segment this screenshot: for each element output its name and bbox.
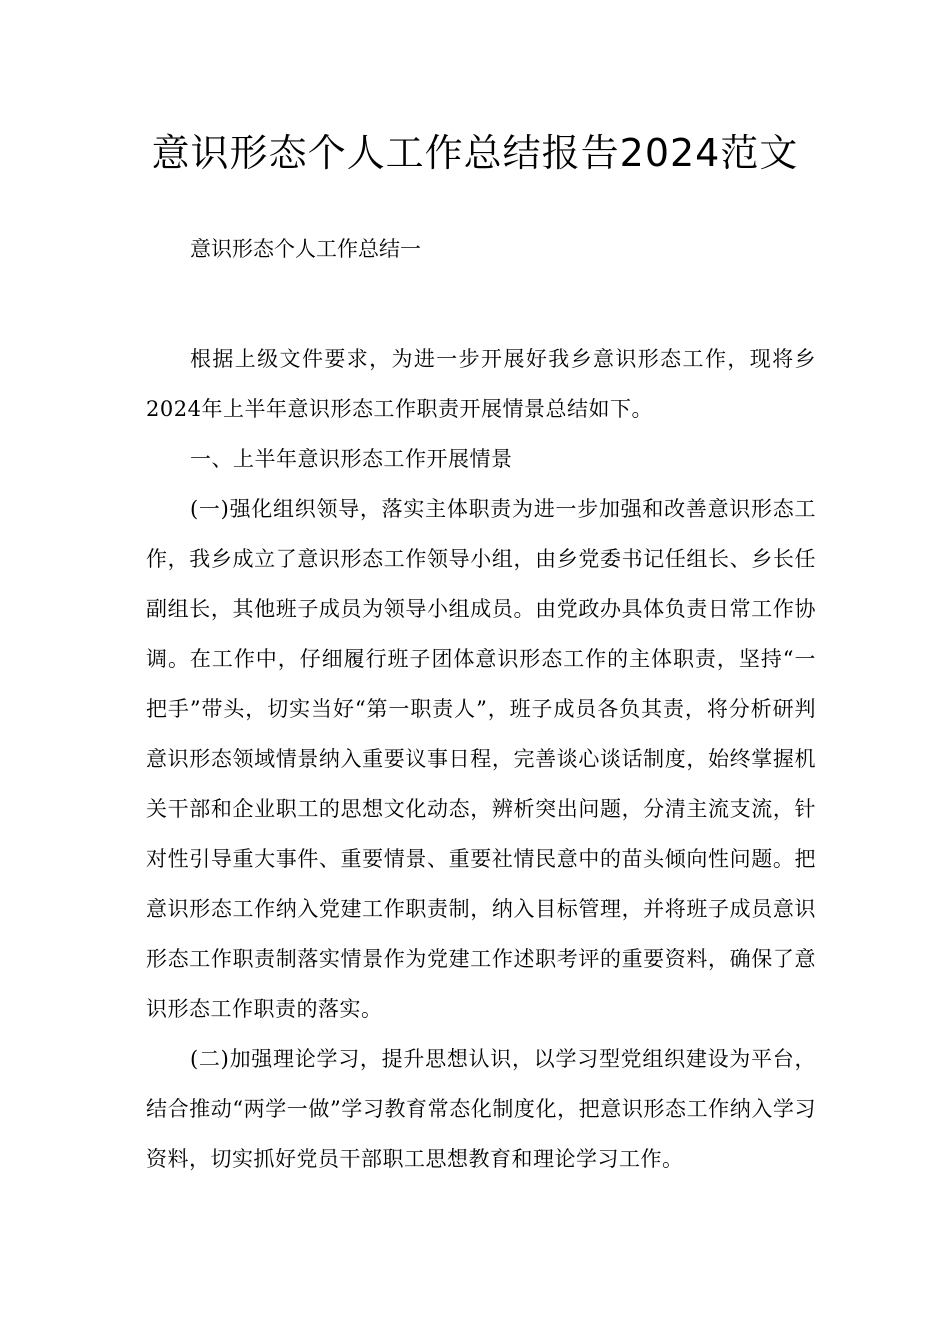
section-heading: 一、上半年意识形态工作开展情景: [190, 447, 513, 471]
paragraph-section-2: (二)加强理论学习，提升思想认识，以学习型党组织建设为平台，结合推动“两学一做”学习教育常态化制度化，把意识形态工作纳入学习资料，切实抓好党员干部职工思想教育和理论学习工作。: [146, 1047, 816, 1171]
document-title: 意识形态个人工作总结报告2024范文: [151, 131, 799, 175]
document-body: [146, 334, 816, 1184]
paragraph-intro: 根据上级文件要求，为进一步开展好我乡意识形态工作，现将乡2024年上半年意识形态工作职责开展情景总结如下。: [146, 347, 816, 421]
paragraph-section-1: (一)强化组织领导，落实主体职责为进一步加强和改善意识形态工作，我乡成立了意识形态工作领导小组，由乡党委书记任组长、乡长任副组长，其他班子成员为领导小组成员。由党政办具体负责日常工作协调。在工作中，仔细履行班子团体意识形态工作的主体职责，坚持“一把手”带头，切实当好“第一职责人”，班子成员各负其责，将分析研判意识形态领域情景纳入重要议事日程，完善谈心谈话制度，始终掌握机关干部和企业职工的思想文化动态，辨析突出问题，分清主流支流，针对性引导重大事件、重要情景、重要社情民意中的苗头倾向性问题。把意识形态工作纳入党建工作职责制，纳入目标管理，并将班子成员意识形态工作职责制落实情景作为党建工作述职考评的重要资料，确保了意识形态工作职责的落实。: [146, 497, 816, 1021]
document-subtitle: 意识形态个人工作总结一: [190, 237, 421, 261]
